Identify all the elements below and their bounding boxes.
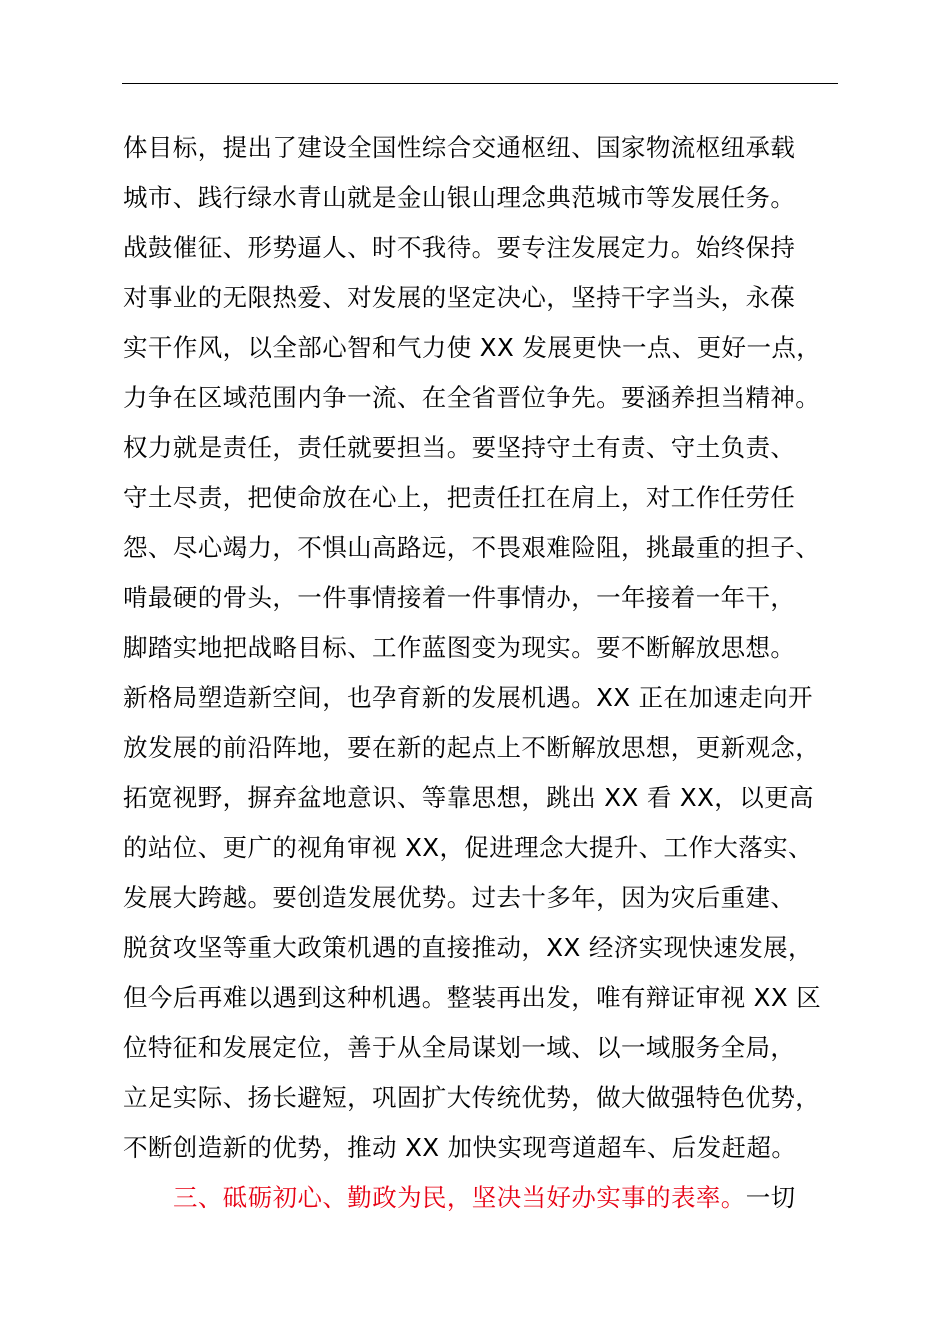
document-body — [123, 123, 883, 1223]
body-line-11: 脚踏实地把战略目标、工作蓝图变为现实。要不断解放思想。 — [123, 633, 796, 662]
body-line-20: 立足实际、扬长避短，巩固扩大传统优势，做大做强特色优势， — [123, 1083, 821, 1112]
body-line-3: 战鼓催征、形势逼人、时不我待。要专注发展定力。始终保持 — [123, 233, 796, 262]
header-rule — [122, 83, 838, 84]
body-line-17: 脱贫攻坚等重大政策机遇的直接推动，XX 经济实现快速发展， — [123, 933, 813, 962]
section-heading-continuation: 一切 — [745, 1183, 796, 1212]
body-line-9: 怨、尽心竭力，不惧山高路远，不畏艰难险阻，挑最重的担子、 — [123, 533, 821, 562]
body-line-12: 新格局塑造新空间，也孕育新的发展机遇。XX 正在加速走向开 — [123, 683, 813, 712]
body-line-18: 但今后再难以遇到这种机遇。整装再出发，唯有辩证审视 XX 区 — [123, 983, 822, 1012]
body-line-15: 的站位、更广的视角审视 XX，促进理念大提升、工作大落实、 — [123, 833, 813, 862]
body-line-19: 位特征和发展定位，善于从全局谋划一域、以一域服务全局， — [123, 1033, 796, 1062]
body-line-5: 实干作风，以全部心智和气力使 XX 发展更快一点、更好一点， — [123, 333, 822, 362]
body-line-6: 力争在区域范围内争一流、在全省晋位争先。要涵养担当精神。 — [123, 383, 821, 412]
body-line-16: 发展大跨越。要创造发展优势。过去十多年，因为灾后重建、 — [123, 883, 796, 912]
body-line-21: 不断创造新的优势，推动 XX 加快实现弯道超车、后发赶超。 — [123, 1133, 797, 1162]
section-heading: 三、砥砺初心、勤政为民，坚决当好办实事的表率。 — [173, 1183, 746, 1212]
body-line-10: 啃最硬的骨头，一件事情接着一件事情办，一年接着一年干， — [123, 583, 796, 612]
body-line-14: 拓宽视野，摒弃盆地意识、等靠思想，跳出 XX 看 XX，以更高 — [123, 783, 814, 812]
body-line-1: 体目标，提出了建设全国性综合交通枢纽、国家物流枢纽承载 — [123, 133, 796, 162]
section-heading-line — [123, 1173, 883, 1223]
body-line-8: 守土尽责，把使命放在心上，把责任扛在肩上，对工作任劳任 — [123, 483, 796, 512]
body-line-13: 放发展的前沿阵地，要在新的起点上不断解放思想，更新观念， — [123, 733, 821, 762]
body-line-4: 对事业的无限热爱、对发展的坚定决心，坚持干字当头，永葆 — [123, 283, 796, 312]
body-line-2: 城市、践行绿水青山就是金山银山理念典范城市等发展任务。 — [123, 183, 796, 212]
body-line-7: 权力就是责任，责任就要担当。要坚持守土有责、守土负责、 — [123, 433, 796, 462]
